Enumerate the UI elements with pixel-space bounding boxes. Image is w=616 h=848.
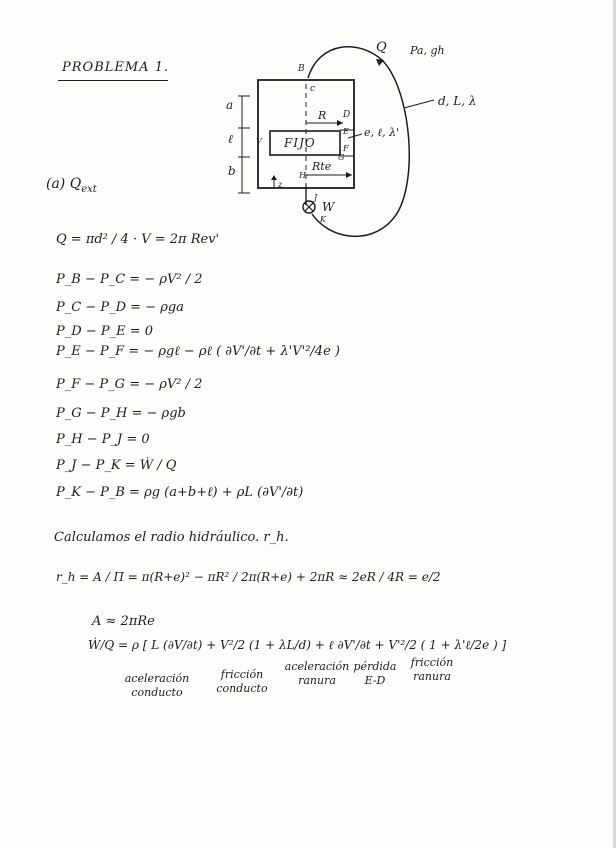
equation-pk-pb: P_K − P_B = ρg (a+b+ℓ) + ρL (∂V'/∂t) bbox=[56, 485, 304, 500]
diagram-dim-b: b bbox=[228, 164, 236, 178]
equation-pe-pf: P_E − P_F = − ρgℓ − ρℓ ( ∂V'/∂t + λ'V'²/4e ) bbox=[56, 344, 340, 359]
title-underline bbox=[58, 80, 168, 81]
diagram-label-v: V bbox=[256, 137, 262, 146]
diagram-point-d: D bbox=[343, 110, 351, 120]
diagram-point-j: J bbox=[314, 193, 318, 202]
term-label-friction-slot: fricción ranura bbox=[410, 656, 454, 683]
area-equation: A ≈ 2πRe bbox=[92, 614, 155, 629]
diagram-label-q: Q bbox=[376, 40, 387, 55]
diagram-label-rte: Rte bbox=[312, 160, 332, 173]
diagram-point-b: B bbox=[298, 64, 305, 74]
equation-pd-pe: P_D − P_E = 0 bbox=[56, 324, 153, 339]
diagram-label-r: R bbox=[318, 109, 327, 122]
diagram-point-e: E bbox=[343, 127, 349, 136]
hydraulic-radius-equation: r_h = A / Π = π(R+e)² − πR² / 2π(R+e) + 2πR ≈ 2eR / 4R = e/2 bbox=[56, 570, 441, 584]
part-label-text: (a) Q bbox=[46, 176, 82, 192]
diagram-label-z: z bbox=[278, 180, 283, 189]
diagram-point-h: H bbox=[299, 171, 306, 180]
equation-pg-ph: P_G − P_H = − ρgb bbox=[56, 406, 186, 421]
equation-pc-pd: P_C − P_D = − ρga bbox=[56, 300, 184, 315]
diagram-label-w: W bbox=[322, 200, 335, 214]
equation-pj-pk: P_J − P_K = Ẇ / Q bbox=[56, 458, 177, 473]
equation-flow-rate: Q = πd² / 4 · V = 2π Rev' bbox=[56, 232, 220, 247]
hydraulic-radius-text: Calculamos el radio hidráulico. r_h. bbox=[54, 530, 289, 545]
diagram-dim-a: a bbox=[226, 98, 234, 112]
power-equation: Ẇ/Q = ρ [ L (∂V/∂t) + V²/2 (1 + λL/d) + ℓ ∂V'/∂t + V'²/2 ( 1 + λ'ℓ/2e ) ] bbox=[88, 638, 507, 652]
diagram-label-d-l-lambda: d, L, λ bbox=[438, 94, 477, 108]
problem-title: PROBLEMA 1. bbox=[62, 60, 170, 75]
part-label bbox=[46, 176, 97, 195]
equation-pf-pg: P_F − P_G = − ρV² / 2 bbox=[56, 377, 203, 392]
diagram-dim-l: ℓ bbox=[228, 132, 233, 146]
part-label-subscript: ext bbox=[81, 183, 97, 195]
equation-pb-pc: P_B − P_C = − ρV² / 2 bbox=[56, 272, 203, 287]
diagram-point-f: F bbox=[343, 144, 349, 153]
term-label-loss-e-d: pérdida E-D bbox=[353, 660, 397, 687]
diagram-label-fijo: FIJO bbox=[284, 136, 316, 150]
term-label-acceleration-conduit: aceleración conducto bbox=[124, 672, 190, 699]
diagram-point-k: K bbox=[320, 215, 326, 224]
equation-ph-pj: P_H − P_J = 0 bbox=[56, 432, 150, 447]
diagram-label-pa-gh: Pa, gh bbox=[410, 44, 445, 57]
diagram-label-e-rho-lambda: e, ℓ, λ' bbox=[364, 126, 400, 139]
term-label-acceleration-slot: aceleración ranura bbox=[284, 660, 350, 687]
diagram-point-g: G bbox=[338, 153, 345, 162]
term-label-friction-conduit: fricción conducto bbox=[216, 668, 268, 695]
diagram-point-c: c bbox=[310, 84, 316, 94]
